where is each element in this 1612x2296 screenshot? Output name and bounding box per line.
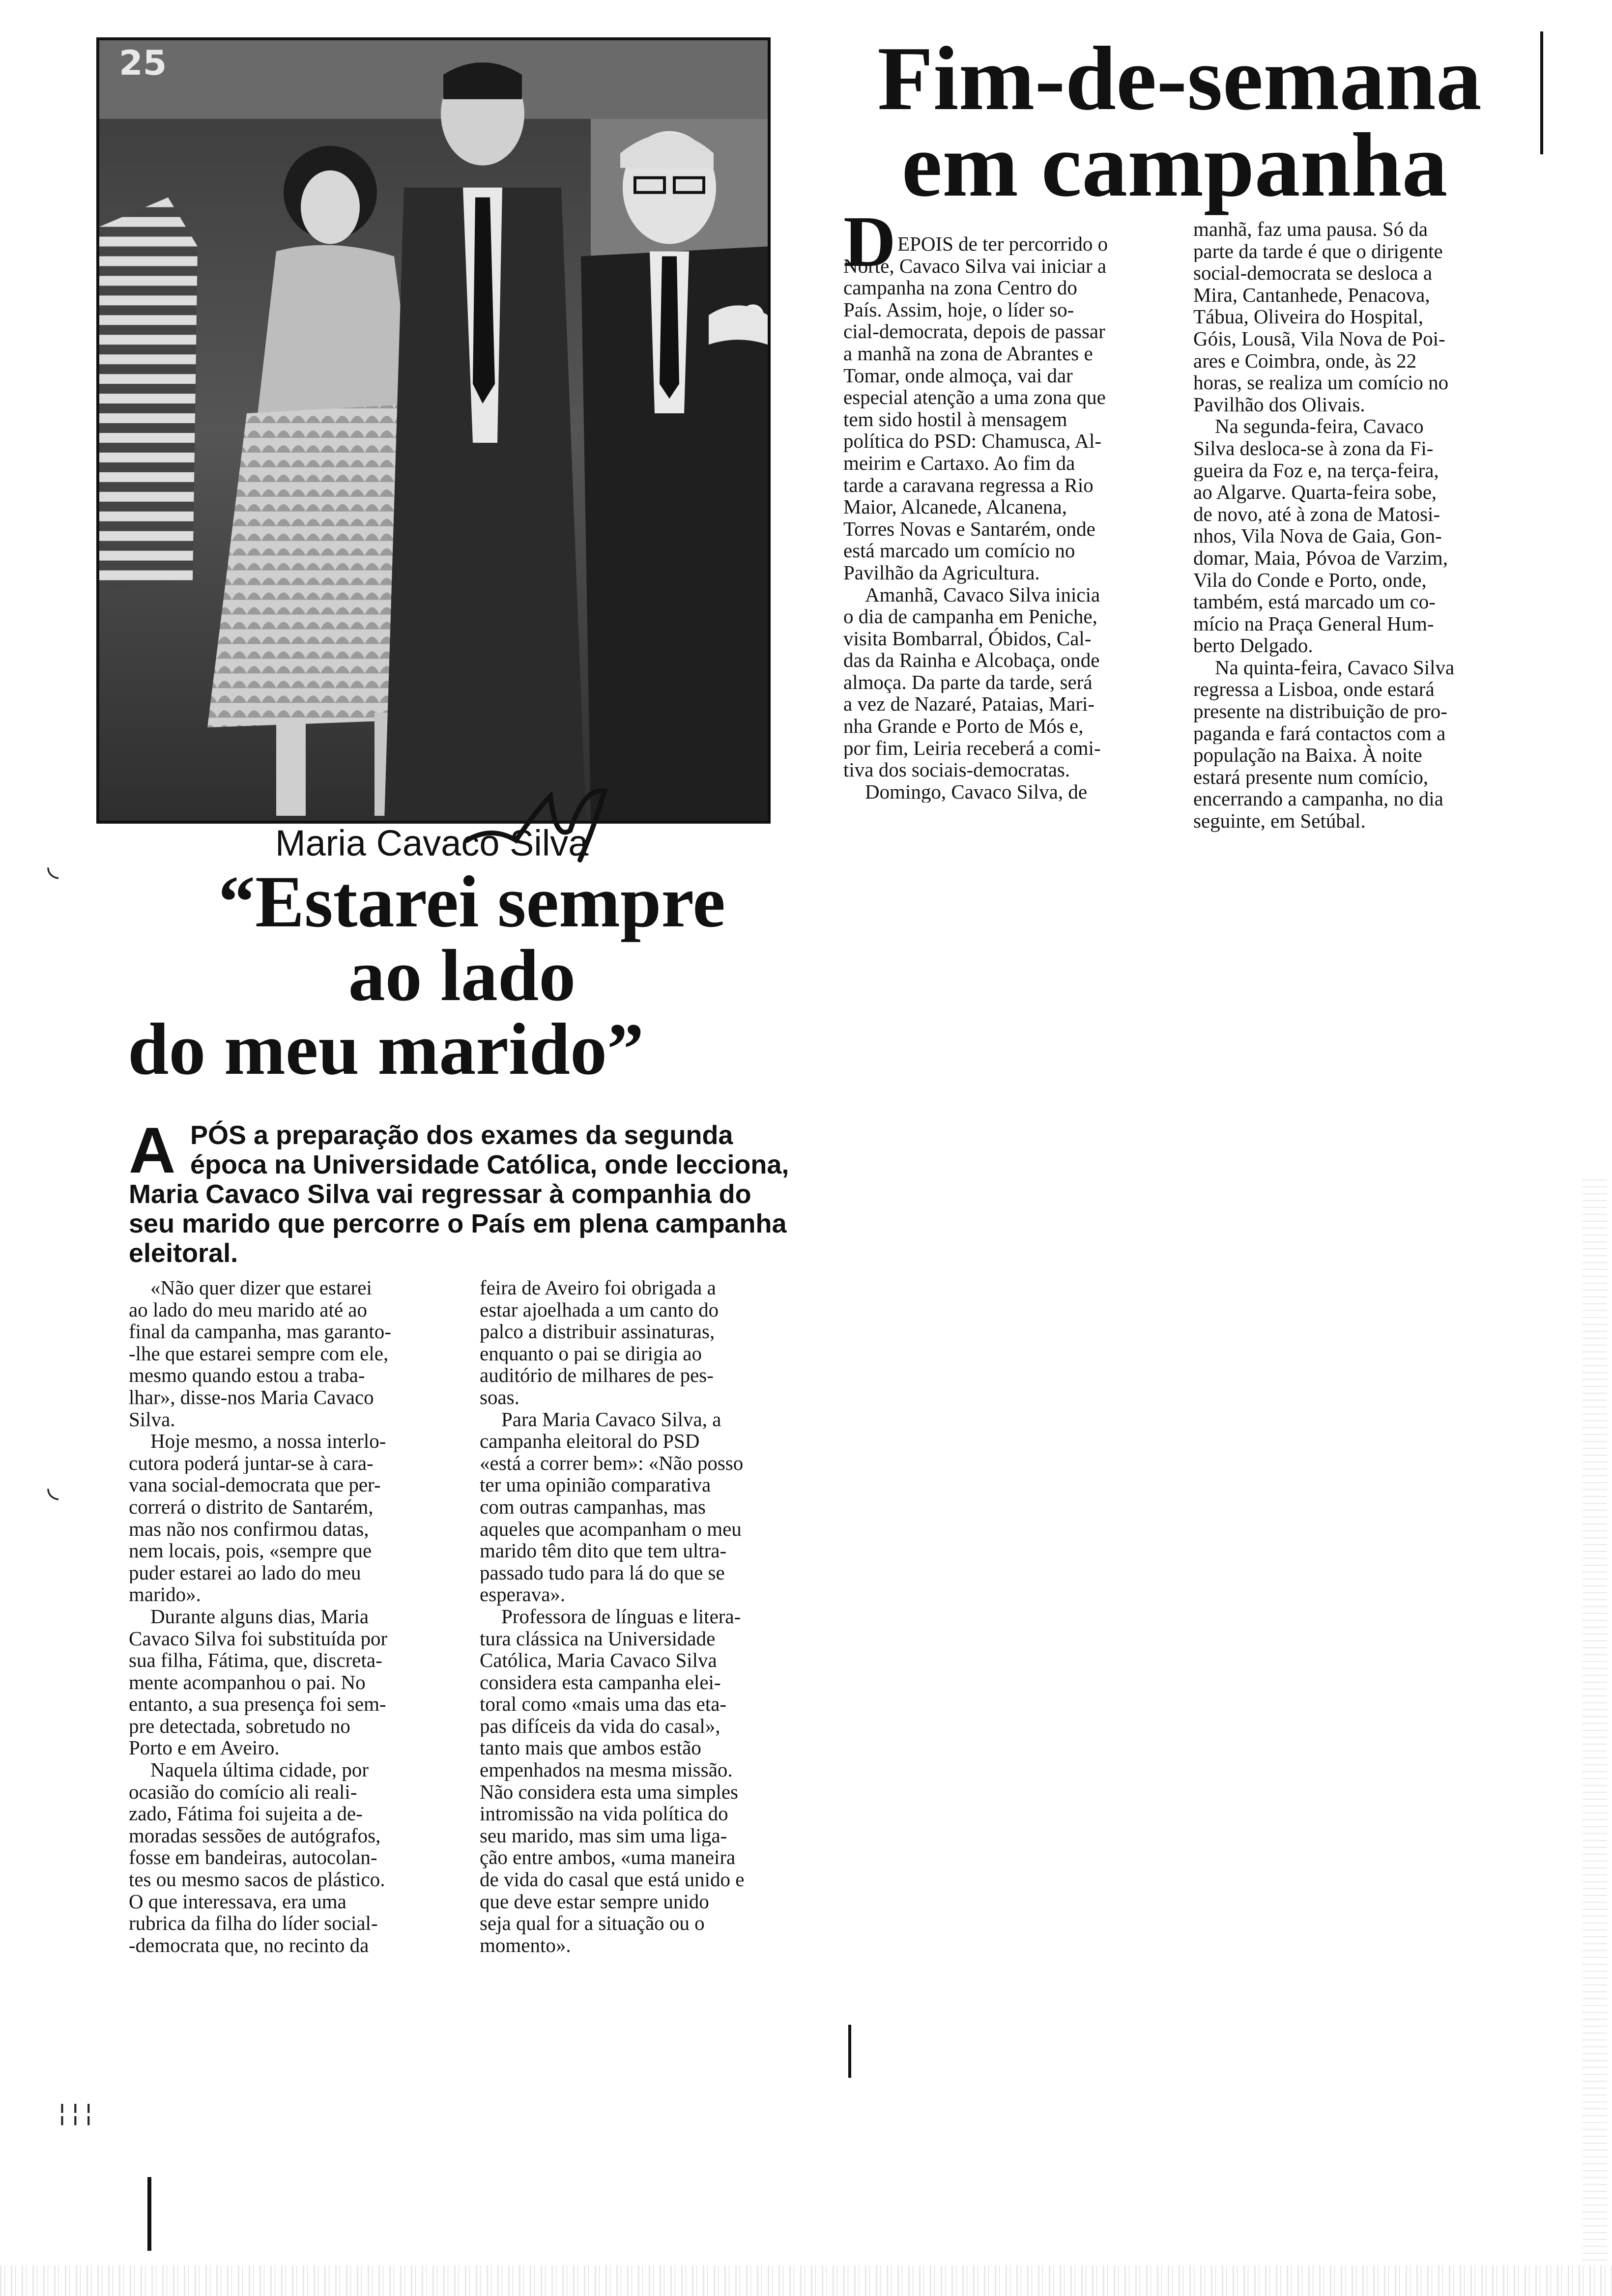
text-line: soas. xyxy=(480,1386,519,1408)
text-line: domar, Maia, Póvoa de Varzim, xyxy=(1193,546,1448,569)
text-line: de vida do casal que está unido e xyxy=(480,1868,745,1891)
text-line: o dia de campanha em Peniche, xyxy=(843,605,1097,628)
text-line: Católica, Maria Cavaco Silva xyxy=(480,1649,717,1671)
right-headline-line-2: em campanha xyxy=(901,115,1448,216)
text-line: meirim e Cartaxo. Ao fim da xyxy=(843,452,1075,474)
text-line: sua filha, Fátima, que, discreta- xyxy=(129,1649,382,1671)
text-line: tura clássica na Universidade xyxy=(480,1627,716,1650)
text-line: Não considera esta uma simples xyxy=(480,1780,739,1803)
text-line: tanto mais que ambos estão xyxy=(480,1737,701,1759)
text-line: nhos, Vila Nova de Gaia, Gon- xyxy=(1193,525,1442,547)
text-line: zado, Fátima foi sujeita a de- xyxy=(129,1803,363,1825)
lead-line: época na Universidade Católica, onde lecciona, xyxy=(190,1150,789,1179)
text-line: a manhã na zona de Abrantes e xyxy=(843,342,1093,365)
left-lead-paragraph xyxy=(129,1114,812,1268)
text-line: Na quinta-feira, Cavaco Silva xyxy=(1215,656,1455,679)
text-line: nem locais, pois, «sempre que xyxy=(129,1540,372,1562)
text-line: ter uma opinião comparativa xyxy=(480,1474,711,1496)
text-line: visita Bombarral, Óbidos, Cal- xyxy=(843,627,1092,650)
text-line: palco a distribuir assinaturas, xyxy=(480,1320,715,1343)
text-line: ção entre ambos, «uma maneira xyxy=(480,1846,736,1869)
punch-mark: ◟ xyxy=(47,1469,59,1504)
text-line: estará presente num comício, xyxy=(1193,766,1429,788)
lead-line: seu marido que percorre o País em plena campanha xyxy=(129,1209,787,1238)
text-line: ares e Coimbra, onde, às 22 xyxy=(1193,349,1417,372)
left-article-column-2 xyxy=(480,1277,819,1956)
text-line: Tábua, Oliveira do Hospital, xyxy=(1193,306,1423,328)
text-line: vana social-democrata que per- xyxy=(129,1474,381,1496)
text-line: mente acompanhou o pai. No xyxy=(129,1671,366,1693)
scan-noise xyxy=(147,2177,151,2251)
scan-noise-edge xyxy=(1583,1179,1607,2261)
text-line: horas, se realiza um comício no xyxy=(1193,372,1449,394)
text-line: Tomar, onde almoça, vai dar xyxy=(843,364,1073,387)
left-headline-line-3: do meu marido” xyxy=(128,1008,644,1090)
text-line: EPOIS de ter percorrido o xyxy=(897,233,1108,255)
text-line: de novo, até à zona de Matosi- xyxy=(1193,503,1440,525)
text-line: mício na Praça General Hum- xyxy=(1193,612,1434,635)
left-headline-line-2: ao lado xyxy=(348,935,576,1016)
text-line: berto Delgado. xyxy=(1193,634,1313,657)
text-line: população na Baixa. À noite xyxy=(1193,744,1422,766)
text-line: gueira da Foz e, na terça-feira, xyxy=(1193,459,1439,482)
text-line: cutora poderá juntar-se à cara- xyxy=(129,1452,374,1474)
text-line: final da campanha, mas garanto- xyxy=(129,1320,391,1343)
text-line: Na segunda-feira, Cavaco xyxy=(1215,415,1424,437)
photo-caption: Maria Cavaco Silva xyxy=(275,823,589,863)
text-line: tiva dos sociais-democratas. xyxy=(843,759,1070,781)
text-line: marido têm dito que tem ultra- xyxy=(480,1540,727,1562)
text-line: esperava». xyxy=(480,1583,566,1606)
column-rule xyxy=(1540,31,1543,154)
text-line: auditório de milhares de pes- xyxy=(480,1364,714,1386)
photo-image xyxy=(99,40,768,821)
text-line: campanha eleitoral do PSD xyxy=(480,1430,700,1452)
text-line: manhã, faz uma pausa. Só da xyxy=(1193,218,1428,240)
text-line: Pavilhão dos Olivais. xyxy=(1193,393,1365,416)
text-line: que deve estar sempre unido xyxy=(480,1890,709,1913)
text-line: Silva desloca-se à zona da Fi- xyxy=(1193,437,1434,459)
right-headline xyxy=(845,28,1504,216)
text-line: por fim, Leiria receberá a comi- xyxy=(843,737,1101,759)
text-line: ao lado do meu marido até ao xyxy=(129,1298,367,1321)
text-line: também, está marcado um co- xyxy=(1193,591,1436,613)
left-article-column-1 xyxy=(129,1277,467,1956)
text-line: Torres Novas e Santarém, onde xyxy=(843,517,1095,540)
text-line: marido». xyxy=(129,1583,201,1606)
text-line: Maior, Alcanede, Alcanena, xyxy=(843,496,1067,518)
text-line: enquanto o pai se dirigia ao xyxy=(480,1342,702,1365)
text-line: cial-democrata, depois de passar xyxy=(843,320,1105,343)
text-line: parte da tarde é que o dirigente xyxy=(1193,240,1443,262)
right-dropcap: D xyxy=(843,201,896,282)
text-line: passado tudo para lá do que se xyxy=(480,1561,725,1584)
text-line: moradas sessões de autógrafos, xyxy=(129,1824,381,1847)
text-line: ao Algarve. Quarta-feira sobe, xyxy=(1193,481,1437,503)
text-line: Góis, Lousã, Vila Nova de Poi- xyxy=(1193,327,1445,350)
text-line: com outras campanhas, mas xyxy=(480,1495,706,1518)
text-line: pre detectada, sobretudo no xyxy=(129,1715,350,1737)
text-line: intromissão na vida política do xyxy=(480,1803,728,1825)
lead-line: eleitoral. xyxy=(129,1238,238,1268)
text-line: regressa a Lisboa, onde estará xyxy=(1193,678,1435,701)
left-headline-line-1: “Estarei sempre xyxy=(218,861,725,943)
text-line: tarde a caravana regressa a Rio xyxy=(843,474,1094,496)
text-line: lhar», disse-nos Maria Cavaco xyxy=(129,1386,374,1408)
text-line: seu marido, mas sim uma liga- xyxy=(480,1824,727,1847)
text-line: encerrando a campanha, no dia xyxy=(1193,788,1443,810)
text-line: Naquela última cidade, por xyxy=(150,1759,369,1781)
text-line: Silva. xyxy=(129,1408,175,1431)
text-line: fosse em bandeiras, autocolan- xyxy=(129,1846,377,1869)
text-line: campanha na zona Centro do xyxy=(843,277,1077,299)
text-line: política do PSD: Chamusca, Al- xyxy=(843,430,1101,452)
text-line: especial atenção a uma zona que xyxy=(843,386,1106,408)
text-line: nha Grande e Porto de Mós e, xyxy=(843,715,1084,737)
svg-text:25: 25 xyxy=(119,43,167,83)
lead-dropcap: A xyxy=(129,1114,176,1186)
text-line: mas não nos confirmou datas, xyxy=(129,1518,369,1540)
punch-mark: ◟ xyxy=(47,848,59,883)
text-line: Porto e em Aveiro. xyxy=(129,1737,280,1759)
right-article-column-2 xyxy=(1193,218,1526,832)
text-line: seja qual for a situação ou o xyxy=(480,1912,705,1934)
text-line: entanto, a sua presença foi sem- xyxy=(129,1693,386,1715)
text-line: Mira, Cantanhede, Penacova, xyxy=(1193,284,1430,306)
text-line: Amanhã, Cavaco Silva inicia xyxy=(865,583,1100,606)
text-line: seguinte, em Setúbal. xyxy=(1193,810,1366,832)
text-line: Professora de línguas e litera- xyxy=(501,1605,741,1628)
text-line: pas difíceis da vida do casal», xyxy=(480,1715,720,1737)
text-line: das da Rainha e Alcobaça, onde xyxy=(843,649,1100,671)
text-line: momento». xyxy=(480,1934,571,1956)
text-line: social-democrata se desloca a xyxy=(1193,262,1433,284)
column-rule xyxy=(848,2025,851,2078)
text-line: Hoje mesmo, a nossa interlo- xyxy=(150,1430,386,1452)
text-line: País. Assim, hoje, o líder so- xyxy=(843,298,1074,321)
text-line: Norte, Cavaco Silva vai iniciar a xyxy=(843,255,1107,277)
text-line: «está a correr bem»: «Não posso xyxy=(480,1452,744,1474)
text-line: a vez de Nazaré, Pataias, Mari- xyxy=(843,693,1095,716)
scan-noise: ¦¦¦ xyxy=(58,2098,98,2127)
lead-line: PÓS a preparação dos exames da segunda xyxy=(190,1120,733,1150)
text-line: Para Maria Cavaco Silva, a xyxy=(501,1408,721,1431)
text-line: -lhe que estarei sempre com ele, xyxy=(129,1342,389,1365)
text-line: aqueles que acompanham o meu xyxy=(480,1518,742,1540)
text-line: Vila do Conde e Porto, onde, xyxy=(1193,569,1427,591)
text-line: almoça. Da parte da tarde, será xyxy=(843,671,1093,693)
text-line: mesmo quando estou a traba- xyxy=(129,1364,365,1386)
text-line: ocasião do comício ali reali- xyxy=(129,1780,357,1803)
text-line: Durante alguns dias, Maria xyxy=(150,1605,369,1628)
text-line: tes ou mesmo sacos de plástico. xyxy=(129,1868,385,1891)
text-line: empenhados na mesma missão. xyxy=(480,1759,733,1781)
text-line: O que interessava, era uma xyxy=(129,1890,346,1913)
text-line: -democrata que, no recinto da xyxy=(129,1934,369,1956)
text-line: presente na distribuição de pro- xyxy=(1193,700,1447,722)
text-line: «Não quer dizer que estarei xyxy=(150,1277,372,1299)
text-line: rubrica da filha do líder social- xyxy=(129,1912,378,1934)
text-line: toral como «mais uma das eta- xyxy=(480,1693,727,1715)
text-line: Cavaco Silva foi substituída por xyxy=(129,1627,388,1650)
text-line: considera esta campanha elei- xyxy=(480,1671,721,1693)
photo xyxy=(96,37,771,824)
text-line: feira de Aveiro foi obrigada a xyxy=(480,1277,716,1299)
lead-line: Maria Cavaco Silva vai regressar à companhia do xyxy=(129,1179,751,1209)
text-line: paganda e fará contactos com a xyxy=(1193,722,1446,745)
text-line: estar ajoelhada a um canto do xyxy=(480,1298,719,1321)
text-line: está marcado um comício no xyxy=(843,540,1075,562)
text-line: puder estarei ao lado do meu xyxy=(129,1561,361,1584)
text-line: Pavilhão da Agricultura. xyxy=(843,561,1040,584)
left-headline xyxy=(113,861,811,1090)
text-line: tem sido hostil à mensagem xyxy=(843,408,1067,430)
text-line: Domingo, Cavaco Silva, de xyxy=(865,780,1088,803)
right-article-column-1 xyxy=(843,233,1178,803)
right-headline-line-1: Fim-de-semana xyxy=(877,28,1482,129)
text-line: correrá o distrito de Santarém, xyxy=(129,1495,374,1518)
scan-noise-bottom xyxy=(0,2266,1612,2296)
